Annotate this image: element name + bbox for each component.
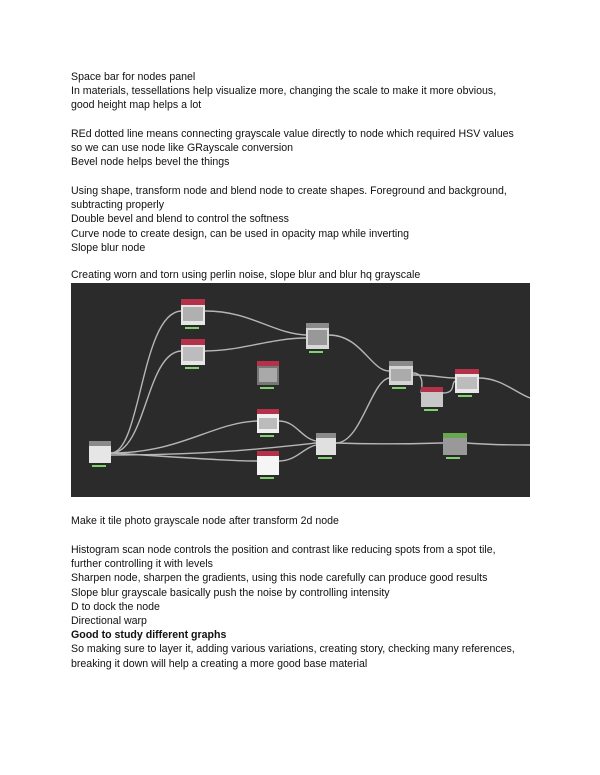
notes-section-1 bbox=[71, 70, 541, 113]
note-line: further controlling it with levels bbox=[71, 558, 213, 571]
note-line: Space bar for nodes panel bbox=[71, 71, 196, 83]
graph-node bbox=[316, 433, 336, 455]
notes-section-4 bbox=[71, 514, 541, 528]
note-line: Bevel node helps bevel the things bbox=[71, 156, 230, 169]
graph-caption: Creating worn and torn using perlin noise, slope blur and blur hq grayscale bbox=[71, 269, 421, 281]
note-line: Directional warp bbox=[71, 615, 147, 628]
note-line: Curve node to create design, can be used in opacity map while inverting bbox=[71, 227, 410, 240]
note-line: Using shape, transform node and blend node to create shapes. Foreground and background, bbox=[71, 185, 507, 197]
graph-node bbox=[455, 369, 479, 393]
note-line: subtracting properly bbox=[71, 199, 165, 212]
graph-caption-block bbox=[71, 268, 541, 282]
note-line: Histogram scan node controls the position and contrast like reducing spots from a spot tile, bbox=[71, 544, 496, 556]
section-heading: Good to study different graphs bbox=[71, 629, 227, 642]
note-line: so we can use node like GRayscale conversion bbox=[71, 142, 293, 155]
notes-section-5 bbox=[71, 543, 541, 671]
note-line: In materials, tessellations help visualize more, changing the scale to make it more obvious, bbox=[71, 85, 497, 98]
note-line: Make it tile photo grayscale node after transform 2d node bbox=[71, 515, 339, 527]
graph-node bbox=[257, 451, 279, 475]
note-line: breaking it down will help a creating a more good base material bbox=[71, 657, 368, 670]
note-line: Sharpen node, sharpen the gradients, using this node carefully can produce good results bbox=[71, 572, 488, 585]
graph-node bbox=[306, 323, 329, 349]
notes-section-2 bbox=[71, 127, 541, 170]
note-line: Slope blur grayscale basically push the noise by controlling intensity bbox=[71, 586, 390, 599]
graph-node bbox=[89, 441, 111, 463]
note-line: So making sure to layer it, adding various variations, creating story, checking many references, bbox=[71, 643, 515, 656]
graph-node bbox=[421, 387, 443, 407]
graph-node bbox=[257, 409, 279, 433]
note-line: REd dotted line means connecting grayscale value directly to node which required HSV values bbox=[71, 128, 514, 140]
graph-node bbox=[181, 299, 205, 325]
graph-node bbox=[257, 361, 279, 385]
graph-node bbox=[443, 433, 467, 455]
note-line: good height map helps a lot bbox=[71, 99, 202, 112]
node-graph-image bbox=[71, 283, 530, 497]
graph-node bbox=[389, 361, 413, 385]
note-line: D to dock the node bbox=[71, 600, 160, 613]
note-line: Slope blur node bbox=[71, 241, 146, 254]
note-line: Double bevel and blend to control the softness bbox=[71, 213, 289, 226]
graph-node bbox=[181, 339, 205, 365]
notes-section-3 bbox=[71, 184, 541, 255]
